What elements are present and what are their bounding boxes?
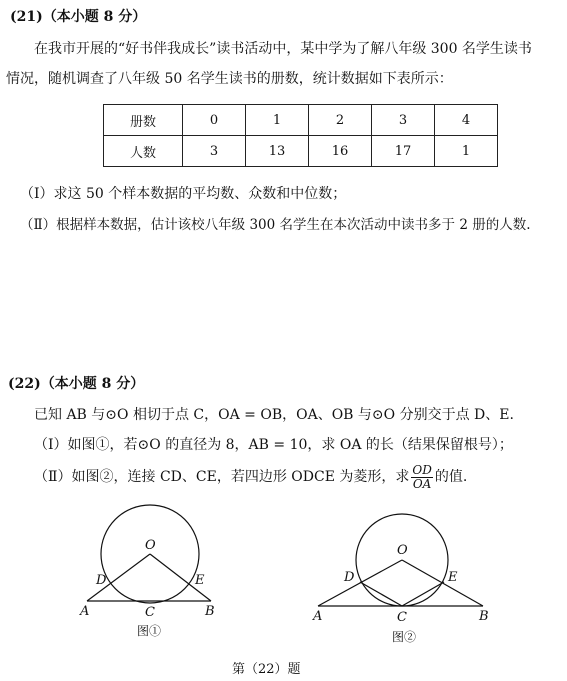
table-header-people: 人数: [104, 136, 183, 167]
figure-2: [318, 514, 483, 606]
q22-part1: （Ⅰ）如图①，若⊙O 的直径为 8，AB = 10，求 OA 的长（结果保留根号）；: [34, 437, 513, 453]
table-cell: 13: [246, 136, 309, 167]
table-cell: 3: [183, 136, 246, 167]
q22-heading: (22)（本小题 8 分）: [8, 376, 145, 392]
figure-footer-caption: 第（22）题: [232, 662, 301, 677]
table-cell: 4: [435, 105, 498, 136]
q22-part2-prefix: （Ⅱ）如图②，连接 CD、CE，若四边形 ODCE 为菱形，求: [34, 469, 410, 486]
table-header-books: 册数: [104, 105, 183, 136]
fig2-label-e: E: [448, 570, 458, 585]
fraction-denominator: OA: [412, 476, 432, 491]
q21-heading: (21)（本小题 8 分）: [10, 9, 147, 25]
q21-intro-line2: 情况，随机调查了八年级 50 名学生读书的册数，统计数据如下表所示：: [6, 71, 453, 87]
fig2-line-ce: [402, 582, 444, 606]
fig2-label-d: D: [344, 570, 355, 585]
fig1-label-c: C: [145, 605, 155, 620]
fig2-label-b: B: [479, 609, 489, 624]
fig1-label-a: A: [80, 604, 90, 619]
q22-line1: 已知 AB 与⊙O 相切于点 C，OA = OB，OA、OB 与⊙O 分别交于点 D、E.: [34, 407, 514, 423]
fig1-label-b: B: [205, 604, 215, 619]
fig1-label-d: D: [96, 573, 107, 588]
q21-part2: （Ⅱ）根据样本数据，估计该校八年级 300 名学生在本次活动中读书多于 2 册的人数.: [20, 217, 531, 233]
table-cell: 1: [246, 105, 309, 136]
table-cell: 3: [372, 105, 435, 136]
fig2-label-c: C: [397, 610, 407, 625]
table-cell: 0: [183, 105, 246, 136]
q21-intro-line1: 在我市开展的“好书伴我成长”读书活动中，某中学为了解八年级 300 名学生读书: [34, 41, 532, 57]
fig2-label-o: O: [397, 543, 408, 558]
fig2-caption: 图②: [392, 630, 417, 644]
fig1-label-o: O: [145, 538, 156, 553]
fig2-line-cd: [360, 582, 402, 606]
fig1-label-e: E: [195, 573, 205, 588]
table-cell: 16: [309, 136, 372, 167]
q22-part2-suffix: 的值.: [434, 469, 468, 486]
figure-1: [87, 505, 211, 603]
q21-part1: （Ⅰ）求这 50 个样本数据的平均数、众数和中位数；: [20, 186, 347, 202]
fraction-numerator: OD: [412, 463, 432, 477]
table-cell: 2: [309, 105, 372, 136]
table-cell: 17: [372, 136, 435, 167]
table-cell: 1: [435, 136, 498, 167]
fig2-label-a: A: [313, 609, 323, 624]
fig1-caption: 图①: [137, 624, 162, 638]
